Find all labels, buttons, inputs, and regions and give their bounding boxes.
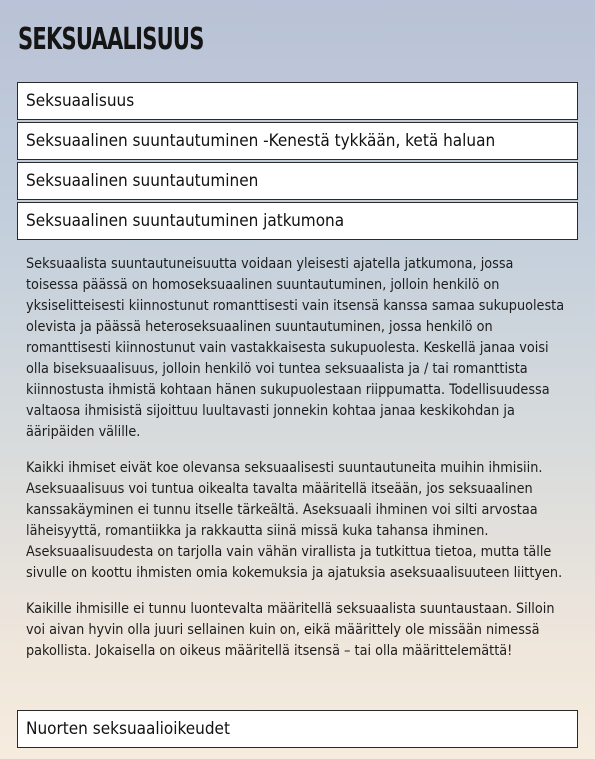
- accordion-nuorten-seksuaalioikeudet[interactable]: [17, 710, 578, 748]
- accordion-content: [26, 254, 566, 662]
- accordion-seksuaalisuus[interactable]: [17, 82, 578, 120]
- accordion-suuntautuminen[interactable]: [17, 162, 578, 200]
- accordion-suuntautuminen-kenesta[interactable]: [17, 122, 578, 160]
- accordion-label: Seksuaalinen suuntautuminen: [26, 171, 259, 191]
- accordion-label: Seksuaalinen suuntautuminen jatkumona: [26, 211, 345, 231]
- accordion-label: Seksuaalinen suuntautuminen -Kenestä tykkään, ketä haluan: [26, 131, 496, 151]
- accordion-jatkumona[interactable]: [17, 202, 578, 240]
- accordion-label: Seksuaalisuus: [26, 91, 135, 111]
- accordion-label: Nuorten seksuaalioikeudet: [26, 719, 230, 739]
- content-paragraph: Kaikille ihmisille ei tunnu luontevalta määritellä seksuaalista suuntaustaan. Silloin voi aivan hyvin olla juuri sellainen kuin on, eikä määrittely ole missään nimessä pakollista. Jokaisella on oikeus määritellä itsensä – tai olla määrittelemättä!: [26, 601, 555, 659]
- content-paragraph: Seksuaalista suuntautuneisuutta voidaan yleisesti ajatella jatkumona, jossa toisessa päässä on homoseksuaalinen suuntautuminen, jolloin henkilö on yksiselitteisesti kiinnostunut romanttisesti vain itsensä kanssa samaa sukupuolesta olevista ja päässä heteroseksuaalinen suuntautuminen, jossa henkilö on romanttisesti kiinnostunut vain vastakkaisesta sukupuolesta. Keskellä janaa voisi olla biseksuaalisuus, jolloin henkilö voi tuntea seksuaalista ja / tai romanttista kiinnostusta ihmistä kohtaan hänen sukupuolestaan riippumatta. Todellisuudessa valtaosa ihmisistä sijoittuu luultavasti jonnekin kohtaa janaa keskikohdan ja ääripäiden välille.: [26, 256, 565, 440]
- page-title: SEKSUAALISUUS: [18, 22, 204, 57]
- content-paragraph: Kaikki ihmiset eivät koe olevansa seksuaalisesti suuntautuneita muihin ihmisiin. Aseksuaalisuus voi tuntua oikealta tavalta määritellä itseään, jos seksuaalinen kanssakäyminen ei tunnu itselle tärkeältä. Aseksuaali ihminen voi silti arvostaa läheisyyttä, romantiikka ja rakkautta siinä missä kuka tahansa ihminen. Aseksuaalisuudesta on tarjolla vain vähän virallista ja tutkittua tietoa, mutta tälle sivulle on koottu ihmisten omia kokemuksia ja ajatuksia aseksuaalisuuteen liittyen.: [26, 460, 563, 581]
